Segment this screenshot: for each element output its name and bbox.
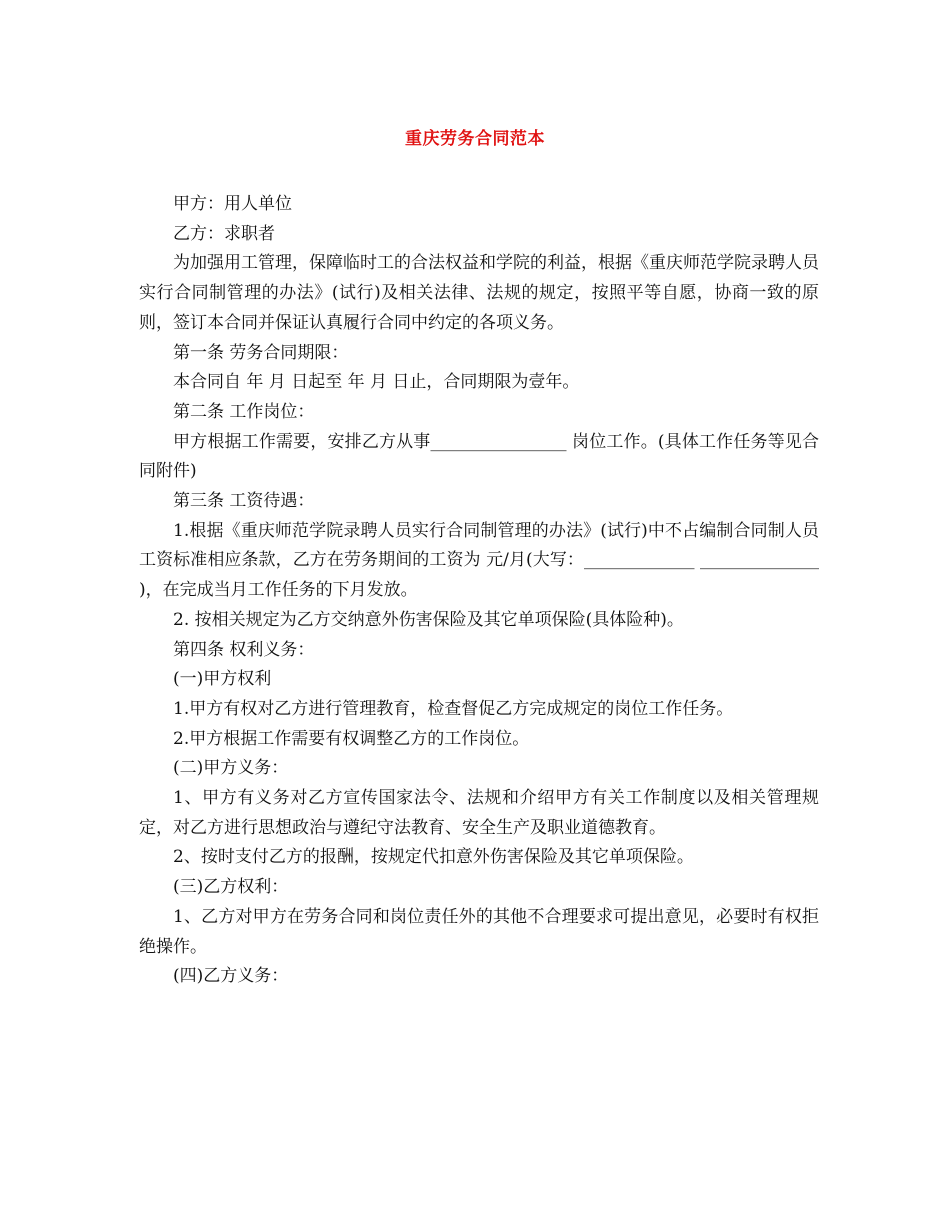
article-3-insurance: 2. 按相关规定为乙方交纳意外伤害保险及其它单项保险(具体险种)。	[173, 609, 684, 630]
party-a-rights-heading: (一)甲方权利	[173, 669, 272, 690]
party-a-rights-1: 1.甲方有权对乙方进行管理教育，检查督促乙方完成规定的岗位工作任务。	[173, 698, 734, 719]
party-b-line: 乙方：求职者	[173, 223, 275, 244]
party-a-duties-heading: (二)甲方义务：	[173, 758, 289, 779]
article-1-heading: 第一条 劳务合同期限：	[173, 342, 349, 363]
party-a-line: 甲方：用人单位	[173, 194, 292, 214]
party-b-duties-heading: (四)乙方义务：	[173, 966, 289, 987]
article-4-heading: 第四条 权利义务：	[173, 639, 315, 660]
party-a-duties-1: 1、甲方有义务对乙方宣传国家法令、法规和介绍甲方有关工作制度以及相关管理规定，对乙方进行思想政治与遵纪守法教育、安全生产及职业道德教育。	[139, 788, 819, 838]
article-1-term: 本合同自 年 月 日起至 年 月 日止，合同期限为壹年。	[173, 372, 580, 393]
article-3-salary: 1.根据《重庆师范学院录聘人员实行合同制管理的办法》(试行)中不占编制合同制人员工资标准相应条款，乙方在劳务期间的工资为 元/月(大写：_____________ ______________ )，在完成当月工作任务的下月发放。	[139, 520, 819, 601]
party-b-rights-heading: (三)乙方权利：	[173, 877, 289, 898]
article-2-position: 甲方根据工作需要，安排乙方从事________________ 岗位工作。(具体工作任务等见合同附件)	[139, 431, 819, 482]
party-a-duties-2: 2、按时支付乙方的报酬，按规定代扣意外伤害保险及其它单项保险。	[173, 847, 694, 868]
article-3-heading: 第三条 工资待遇：	[173, 491, 315, 512]
article-2-heading: 第二条 工作岗位：	[173, 401, 315, 422]
preamble-paragraph: 为加强用工管理，保障临时工的合法权益和学院的利益，根据《重庆师范学院录聘人员实行合同制管理的办法》(试行)及相关法律、法规的规定，按照平等自愿，协商一致的原则，签订本合同并保证认真履行合同中约定的各项义务。	[139, 253, 819, 333]
party-a-rights-2: 2.甲方根据工作需要有权调整乙方的工作岗位。	[173, 728, 530, 749]
document-title: 重庆劳务合同范本	[405, 129, 545, 149]
party-b-rights-1: 1、乙方对甲方在劳务合同和岗位责任外的其他不合理要求可提出意见，必要时有权拒绝操作。	[139, 906, 819, 957]
document-body	[139, 190, 819, 992]
